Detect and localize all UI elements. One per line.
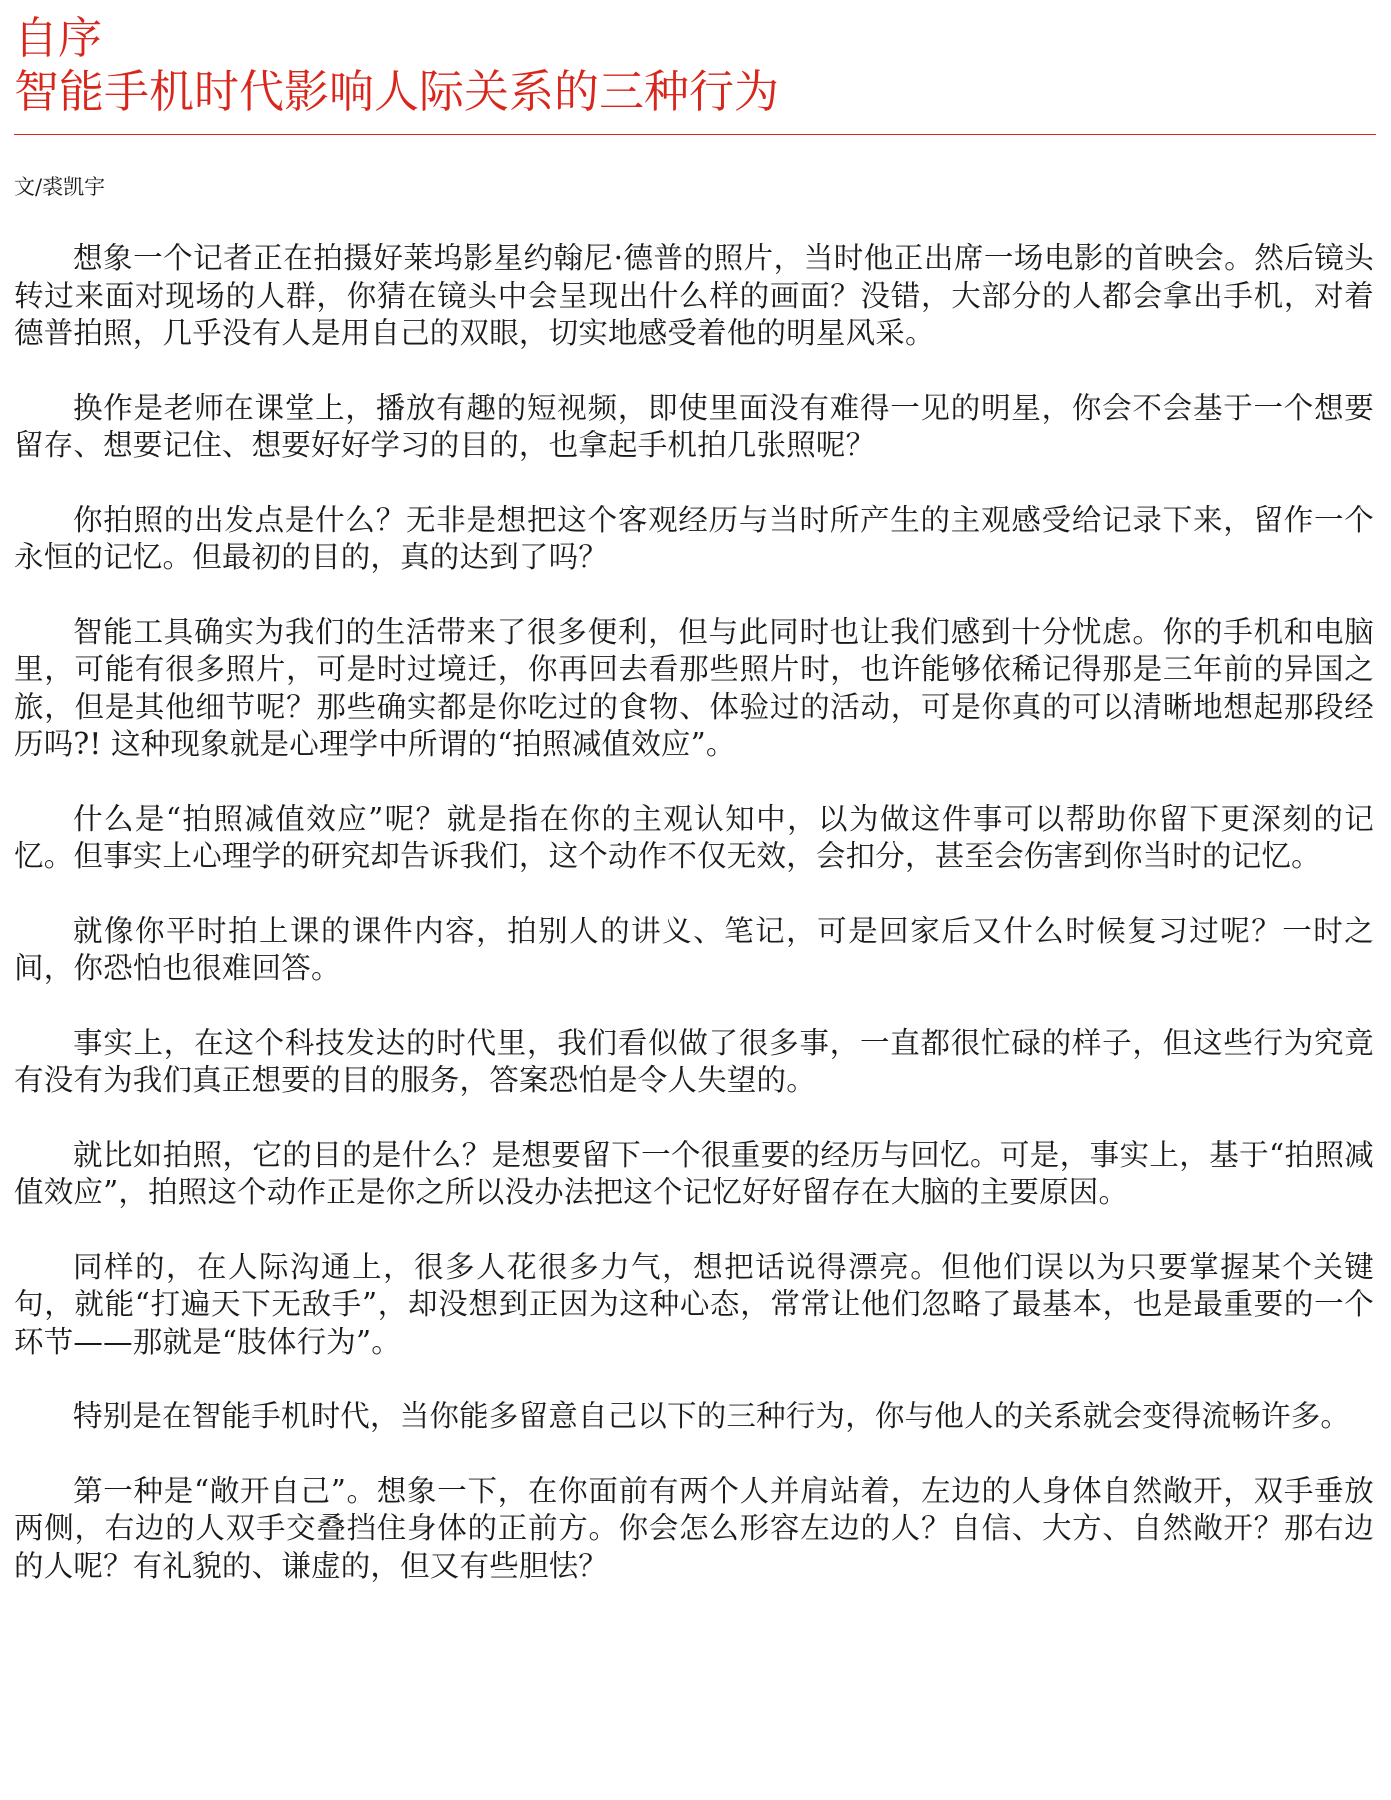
paragraph: 你拍照的出发点是什么？无非是想把这个客观经历与当时所产生的主观感受给记录下来，留作一个永恒的记忆。但最初的目的，真的达到了吗？ xyxy=(14,502,1374,574)
paragraph: 同样的，在人际沟通上，很多人花很多力气，想把话说得漂亮。但他们误以为只要掌握某个关键句，就能“打遍天下无敌手”，却没想到正因为这种心态，常常让他们忽略了最基本，也是最重要的一个环节——那就是“肢体行为”。 xyxy=(14,1249,1374,1359)
paragraph: 事实上，在这个科技发达的时代里，我们看似做了很多事，一直都很忙碌的样子，但这些行为究竟有没有为我们真正想要的目的服务，答案恐怕是令人失望的。 xyxy=(14,1025,1374,1097)
author-byline: 文/裘凯宇 xyxy=(14,175,106,199)
page xyxy=(14,13,1374,1583)
article-body xyxy=(14,240,1374,1622)
chapter-title-line-1: 自序 xyxy=(14,13,102,64)
title-divider xyxy=(14,134,1376,135)
chapter-title xyxy=(14,14,1374,120)
paragraph: 就像你平时拍上课的课件内容，拍别人的讲义、笔记，可是回家后又什么时候复习过呢？一时之间，你恐怕也很难回答。 xyxy=(14,913,1374,985)
paragraph: 换作是老师在课堂上，播放有趣的短视频，即使里面没有难得一见的明星，你会不会基于一个想要留存、想要记住、想要好好学习的目的，也拿起手机拍几张照呢？ xyxy=(14,390,1374,462)
paragraph: 什么是“拍照减值效应”呢？就是指在你的主观认知中，以为做这件事可以帮助你留下更深刻的记忆。但事实上心理学的研究却告诉我们，这个动作不仅无效，会扣分，甚至会伤害到你当时的记忆。 xyxy=(14,801,1374,873)
paragraph: 第一种是“敞开自己”。想象一下，在你面前有两个人并肩站着，左边的人身体自然敞开，双手垂放两侧，右边的人双手交叠挡住身体的正前方。你会怎么形容左边的人？自信、大方、自然敞开？那右边的人呢？有礼貌的、谦虚的，但又有些胆怯？ xyxy=(14,1473,1374,1583)
paragraph: 智能工具确实为我们的生活带来了很多便利，但与此同时也让我们感到十分忧虑。你的手机和电脑里，可能有很多照片，可是时过境迁，你再回去看那些照片时，也许能够依稀记得那是三年前的异国之旅，但是其他细节呢？那些确实都是你吃过的食物、体验过的活动，可是你真的可以清晰地想起那段经历吗?! 这种现象就是心理学中所谓的“拍照减值效应”。 xyxy=(14,614,1374,761)
paragraph: 就比如拍照，它的目的是什么？是想要留下一个很重要的经历与回忆。可是，事实上，基于“拍照减值效应”，拍照这个动作正是你之所以没办法把这个记忆好好留存在大脑的主要原因。 xyxy=(14,1137,1374,1209)
chapter-title-line-2: 智能手机时代影响人际关系的三种行为 xyxy=(14,65,780,118)
paragraph: 特别是在智能手机时代，当你能多留意自己以下的三种行为，你与他人的关系就会变得流畅许多。 xyxy=(73,1399,1351,1433)
paragraph: 想象一个记者正在拍摄好莱坞影星约翰尼·德普的照片，当时他正出席一场电影的首映会。然后镜头转过来面对现场的人群，你猜在镜头中会呈现出什么样的画面？没错，大部分的人都会拿出手机，对着德普拍照，几乎没有人是用自己的双眼，切实地感受着他的明星风采。 xyxy=(14,241,1374,350)
